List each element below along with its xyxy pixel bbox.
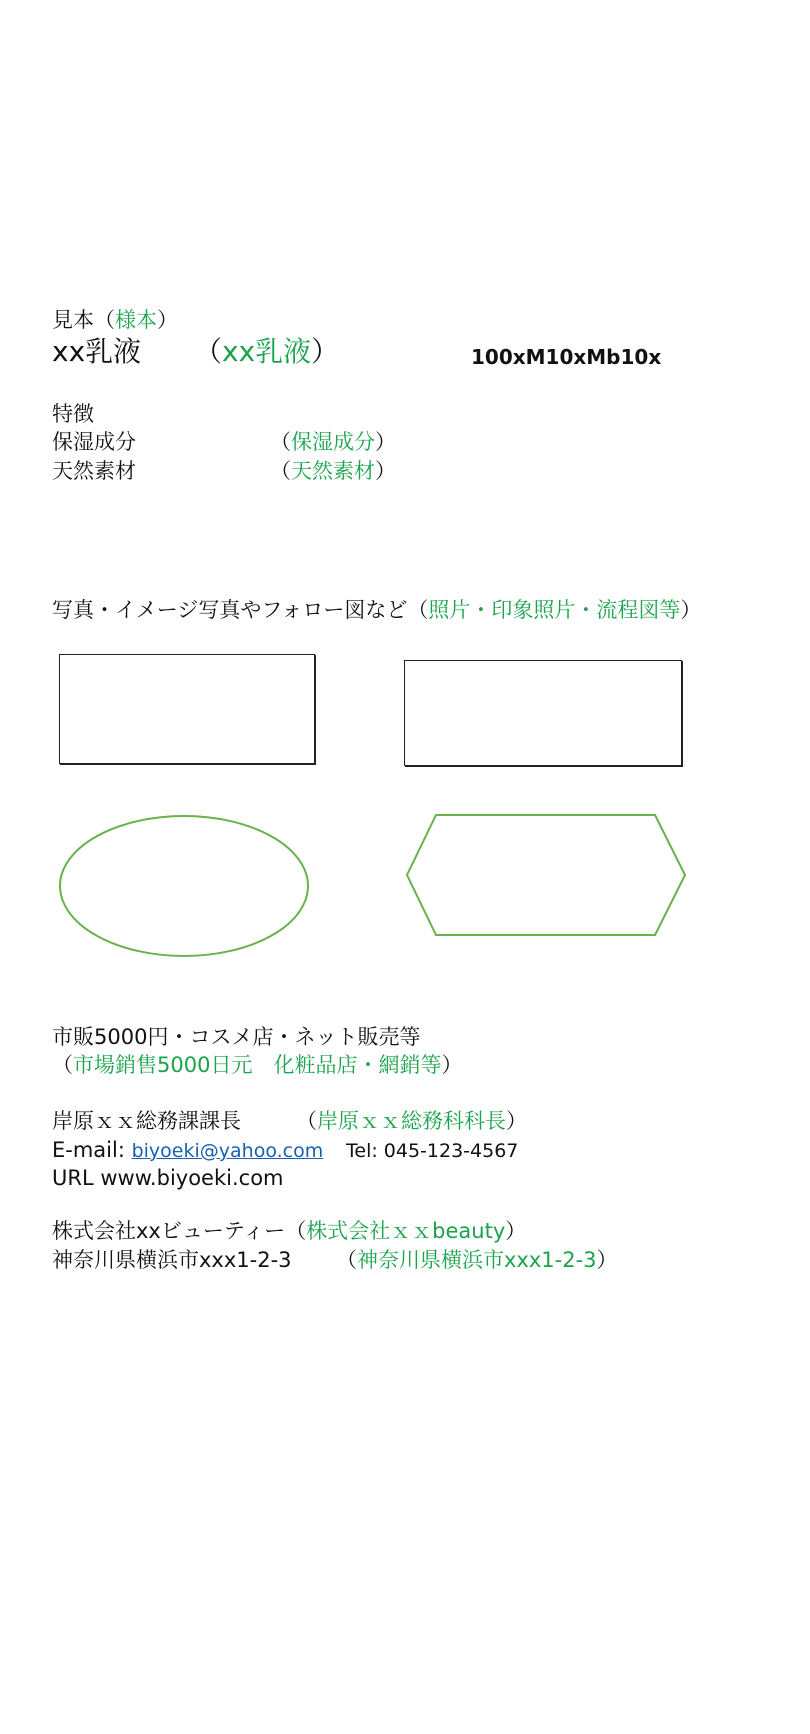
images-heading: 写真・イメージ写真やフォロー図など（照片・印象照片・流程図等）	[52, 598, 702, 622]
product-name-translation: （xx乳液）	[194, 335, 340, 368]
product-name: xx乳液	[52, 335, 142, 368]
image-placeholder-rectangle	[59, 654, 315, 764]
sales-info-translation: （市場銷售5000日元 化粧品店・網銷等）	[52, 1053, 463, 1077]
image-placeholder-ellipse	[58, 814, 312, 960]
features-heading: 特徴	[52, 402, 94, 426]
image-placeholder-hexagon	[405, 814, 689, 938]
sample-label: 見本（様本）	[52, 308, 178, 332]
contact-person-translation: （岸原ｘｘ総務科科長）	[296, 1109, 527, 1133]
contact-tel: Tel: 045-123-4567	[346, 1140, 519, 1162]
email-link[interactable]: biyoeki@yahoo.com	[131, 1140, 324, 1162]
contact-url: URL www.biyoeki.com	[52, 1166, 284, 1190]
feature-item: 天然素材	[52, 459, 136, 483]
feature-item-translation: （保湿成分）	[270, 430, 396, 454]
product-size: 100xM10xMb10x	[471, 345, 662, 369]
sales-info: 市販5000円・コスメ店・ネット販売等	[52, 1025, 421, 1049]
company-address: 神奈川県横浜市xxx1-2-3	[52, 1248, 292, 1272]
feature-item: 保湿成分	[52, 430, 136, 454]
company-address-translation: （神奈川県横浜市xxx1-2-3）	[336, 1248, 618, 1272]
company-name: 株式会社xxビューティー（株式会社ｘｘbeauty）	[52, 1219, 527, 1243]
contact-person: 岸原ｘｘ総務課課長	[52, 1109, 241, 1133]
sample-label-translation: 様本	[115, 308, 157, 332]
contact-email-row: E-mail: biyoeki@yahoo.com	[52, 1138, 324, 1162]
feature-item-translation: （天然素材）	[270, 459, 396, 483]
image-placeholder-rectangle	[404, 660, 682, 766]
